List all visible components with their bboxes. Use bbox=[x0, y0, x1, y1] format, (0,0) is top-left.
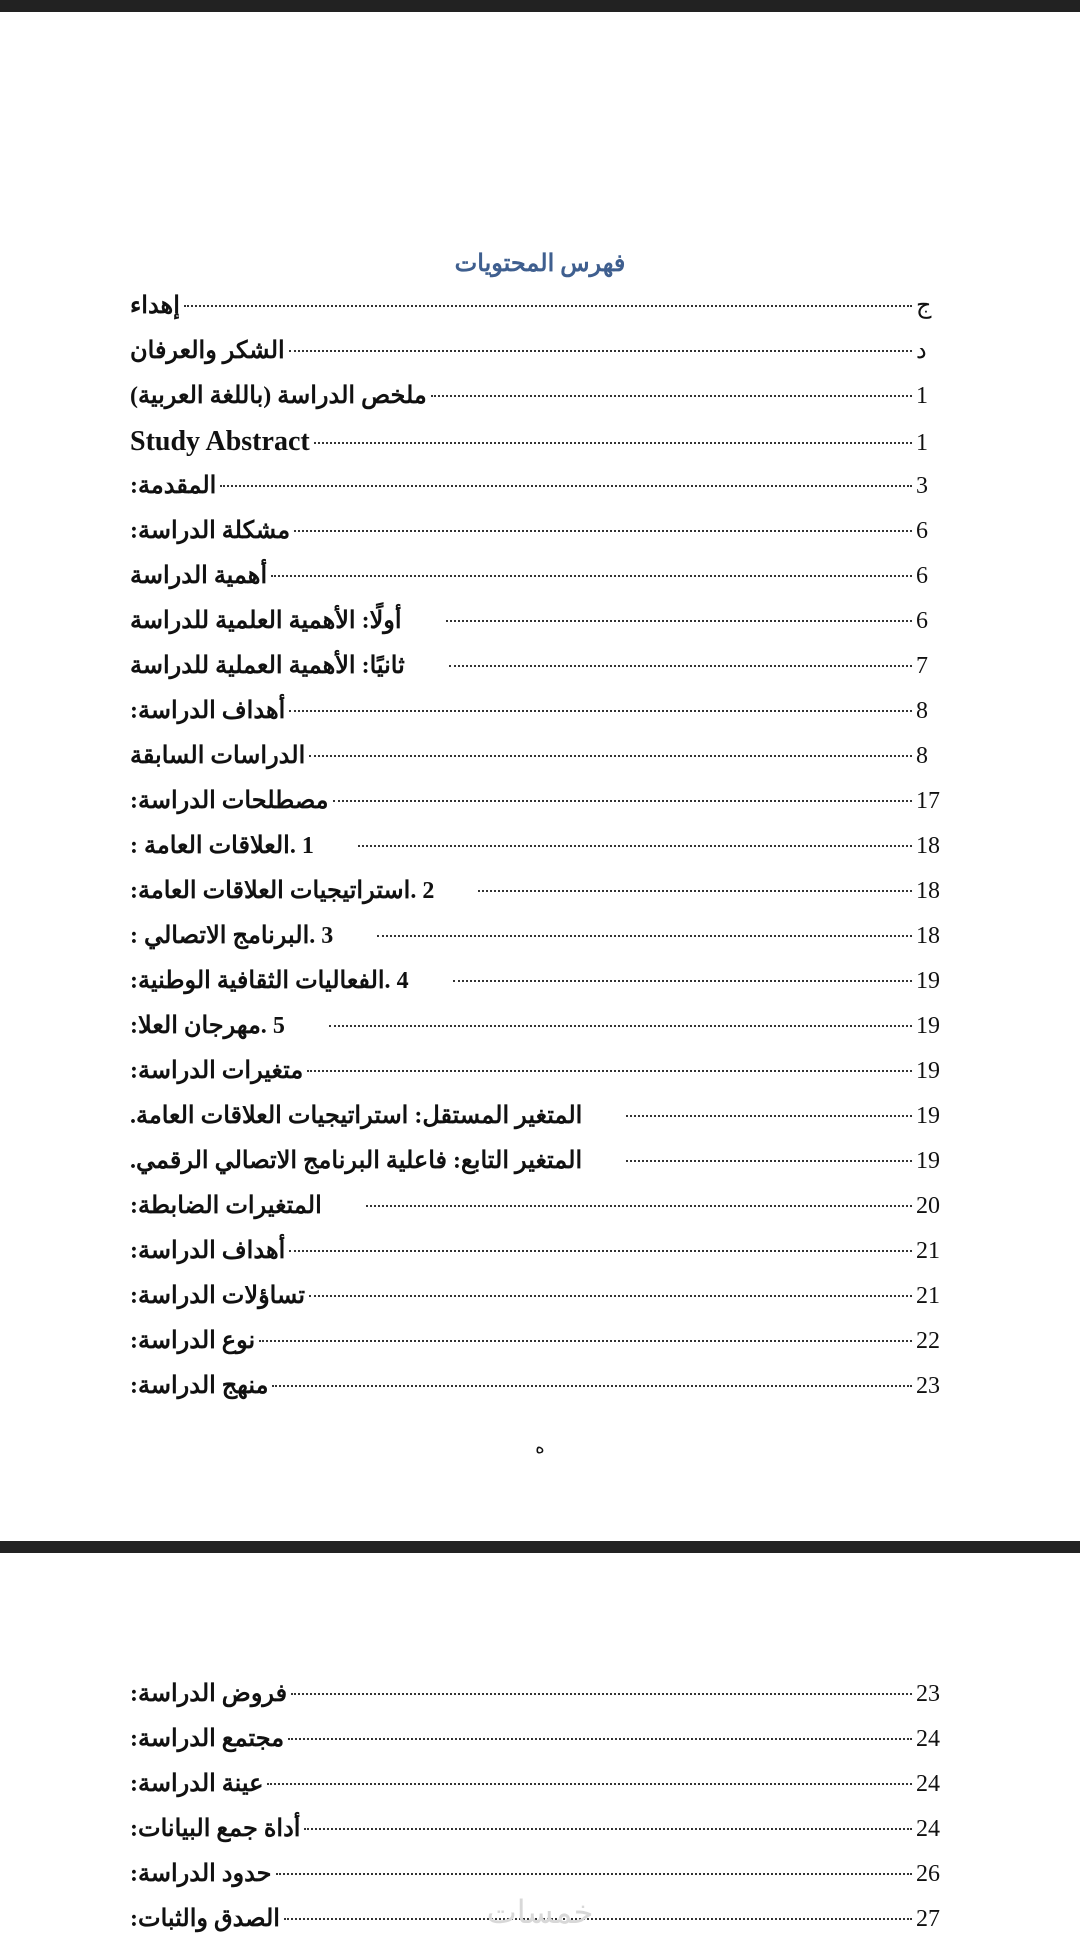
toc-entry-title: أهمية الدراسة bbox=[130, 563, 268, 589]
toc-entry-page: 6 bbox=[916, 563, 928, 589]
toc-entry-title: 5 .مهرجان العلا: bbox=[130, 1013, 285, 1039]
toc-entry-title: حدود الدراسة: bbox=[130, 1861, 272, 1887]
toc-entry-title: المقدمة: bbox=[130, 473, 217, 499]
toc-entry-page: 18 bbox=[916, 923, 940, 949]
toc-entry-page: 1 bbox=[916, 383, 928, 409]
toc-entry-title: مصطلحات الدراسة: bbox=[130, 788, 329, 814]
toc-entry-page: 23 bbox=[916, 1373, 940, 1399]
toc-entry-title: تساؤلات الدراسة: bbox=[130, 1283, 306, 1309]
dot-leader bbox=[184, 305, 912, 307]
toc-entry-page: 24 bbox=[916, 1816, 940, 1842]
toc-entry-title: أهداف الدراسة: bbox=[130, 698, 286, 724]
toc-entry-title: ملخص الدراسة (باللغة العربية) bbox=[130, 383, 427, 409]
toc-entry[interactable] bbox=[130, 374, 950, 419]
dot-leader bbox=[333, 800, 912, 802]
toc-entry-page: 18 bbox=[916, 833, 940, 859]
toc-entry-title: عينة الدراسة: bbox=[130, 1771, 264, 1797]
toc-entry-title: المتغير التابع: فاعلية البرنامج الاتصالي الرقمي. bbox=[130, 1148, 583, 1174]
toc-entry[interactable] bbox=[130, 1364, 950, 1409]
toc-entry[interactable] bbox=[130, 1717, 950, 1762]
dot-leader bbox=[220, 485, 912, 487]
dot-leader bbox=[366, 1205, 912, 1207]
toc-entry-title: أداة جمع البيانات: bbox=[130, 1816, 301, 1842]
toc-list bbox=[130, 284, 950, 1409]
toc-entry-page: 3 bbox=[916, 473, 928, 499]
page-separator-top bbox=[0, 0, 1080, 12]
toc-entry-page: 23 bbox=[916, 1681, 940, 1707]
toc-entry-title: نوع الدراسة: bbox=[130, 1328, 256, 1354]
toc-entry[interactable] bbox=[130, 1807, 950, 1852]
toc-entry[interactable] bbox=[130, 1319, 950, 1364]
toc-entry[interactable] bbox=[130, 734, 950, 779]
toc-entry-page: 1 bbox=[916, 430, 928, 456]
toc-entry-page: 19 bbox=[916, 1013, 940, 1039]
dot-leader bbox=[271, 575, 912, 577]
dot-leader bbox=[291, 1693, 912, 1695]
toc-entry-title: 4 .الفعاليات الثقافية الوطنية: bbox=[130, 968, 409, 994]
toc-entry[interactable] bbox=[130, 869, 950, 914]
toc-entry-page: 22 bbox=[916, 1328, 940, 1354]
toc-entry[interactable] bbox=[130, 1852, 950, 1897]
toc-entry[interactable] bbox=[130, 284, 950, 329]
toc-title: فهرس المحتويات bbox=[454, 251, 626, 277]
toc-entry-page: 8 bbox=[916, 698, 928, 724]
toc-entry-title: الشكر والعرفان bbox=[130, 338, 285, 364]
dot-leader bbox=[453, 980, 912, 982]
toc-entry-page: 26 bbox=[916, 1861, 940, 1887]
toc-entry-page: 19 bbox=[916, 1103, 940, 1129]
toc-entry-title: الدراسات السابقة bbox=[130, 743, 306, 769]
toc-entry-title: متغيرات الدراسة: bbox=[130, 1058, 304, 1084]
toc-entry-page: د bbox=[916, 338, 927, 364]
dot-leader bbox=[272, 1385, 912, 1387]
toc-entry[interactable] bbox=[130, 554, 950, 599]
dot-leader bbox=[377, 935, 912, 937]
dot-leader bbox=[626, 1115, 912, 1117]
toc-entry[interactable] bbox=[130, 419, 950, 464]
toc-entry-page: 6 bbox=[916, 608, 928, 634]
toc-entry[interactable] bbox=[130, 464, 950, 509]
toc-entry[interactable] bbox=[130, 1274, 950, 1319]
dot-leader bbox=[626, 1160, 912, 1162]
toc-entry-page: 7 bbox=[916, 653, 928, 679]
watermark: خمسات bbox=[486, 1893, 594, 1931]
toc-entry-page: ج bbox=[916, 293, 932, 319]
toc-entry-page: 24 bbox=[916, 1726, 940, 1752]
toc-entry-title: فروض الدراسة: bbox=[130, 1681, 288, 1707]
toc-entry[interactable] bbox=[130, 914, 950, 959]
toc-entry-page: 19 bbox=[916, 968, 940, 994]
toc-entry-title: 1 .العلاقات العامة : bbox=[130, 833, 314, 859]
dot-leader bbox=[288, 1738, 912, 1740]
dot-leader bbox=[358, 845, 912, 847]
toc-entry-page: 19 bbox=[916, 1148, 940, 1174]
dot-leader bbox=[446, 620, 912, 622]
toc-entry[interactable] bbox=[130, 779, 950, 824]
toc-entry[interactable] bbox=[130, 1229, 950, 1274]
toc-entry-title: منهج الدراسة: bbox=[130, 1373, 269, 1399]
toc-entry-page: 21 bbox=[916, 1283, 940, 1309]
toc-entry[interactable] bbox=[130, 959, 950, 1004]
dot-leader bbox=[294, 530, 912, 532]
toc-entry-page: 18 bbox=[916, 878, 940, 904]
page-number: ه bbox=[535, 1437, 545, 1457]
toc-entry[interactable] bbox=[130, 1184, 950, 1229]
toc-entry-title: المتغير المستقل: استراتيجيات العلاقات العامة. bbox=[130, 1103, 583, 1129]
toc-entry-title: 2 .استراتيجيات العلاقات العامة: bbox=[130, 878, 435, 904]
toc-entry[interactable] bbox=[130, 1672, 950, 1717]
toc-entry-title: أهداف الدراسة: bbox=[130, 1238, 286, 1264]
toc-entry[interactable] bbox=[130, 689, 950, 734]
dot-leader bbox=[431, 395, 912, 397]
page-separator bbox=[0, 1541, 1080, 1553]
toc-entry[interactable] bbox=[130, 599, 950, 644]
toc-entry-title: Study Abstract bbox=[130, 426, 310, 457]
dot-leader bbox=[314, 442, 912, 444]
toc-entry[interactable] bbox=[130, 329, 950, 374]
toc-entry[interactable] bbox=[130, 1094, 950, 1139]
toc-entry-page: 24 bbox=[916, 1771, 940, 1797]
toc-entry[interactable] bbox=[130, 1139, 950, 1184]
toc-entry-title: ثانيًا: الأهمية العملية للدراسة bbox=[130, 653, 405, 679]
toc-entry-title: أولًا: الأهمية العلمية للدراسة bbox=[130, 608, 402, 634]
toc-entry[interactable] bbox=[130, 1049, 950, 1094]
toc-entry-title: مشكلة الدراسة: bbox=[130, 518, 291, 544]
dot-leader bbox=[259, 1340, 912, 1342]
toc-entry[interactable] bbox=[130, 644, 950, 689]
toc-entry-page: 6 bbox=[916, 518, 928, 544]
dot-leader bbox=[276, 1873, 912, 1875]
toc-entry[interactable] bbox=[130, 1004, 950, 1049]
toc-entry-page: 8 bbox=[916, 743, 928, 769]
dot-leader bbox=[307, 1070, 912, 1072]
toc-entry-title: الصدق والثبات: bbox=[130, 1906, 280, 1932]
dot-leader bbox=[267, 1783, 912, 1785]
toc-entry-page: 27 bbox=[916, 1906, 940, 1932]
toc-entry-title: المتغيرات الضابطة: bbox=[130, 1193, 322, 1219]
toc-entry-page: 20 bbox=[916, 1193, 940, 1219]
toc-entry-title: مجتمع الدراسة: bbox=[130, 1726, 285, 1752]
toc-entry-page: 17 bbox=[916, 788, 940, 814]
document-page-1 bbox=[0, 12, 1080, 1541]
dot-leader bbox=[289, 710, 912, 712]
dot-leader bbox=[309, 1295, 912, 1297]
toc-entry-title: إهداء bbox=[130, 293, 180, 319]
toc-entry-title: 3 .البرنامج الاتصالي : bbox=[130, 923, 334, 949]
dot-leader bbox=[304, 1828, 912, 1830]
toc-entry-page: 21 bbox=[916, 1238, 940, 1264]
toc-entry[interactable] bbox=[130, 1762, 950, 1807]
dot-leader bbox=[309, 755, 912, 757]
document-page-2 bbox=[0, 1553, 1080, 1959]
dot-leader bbox=[449, 665, 912, 667]
dot-leader bbox=[478, 890, 912, 892]
dot-leader bbox=[289, 350, 912, 352]
toc-entry[interactable] bbox=[130, 824, 950, 869]
dot-leader bbox=[329, 1025, 912, 1027]
toc-entry[interactable] bbox=[130, 509, 950, 554]
dot-leader bbox=[289, 1250, 912, 1252]
toc-entry-page: 19 bbox=[916, 1058, 940, 1084]
